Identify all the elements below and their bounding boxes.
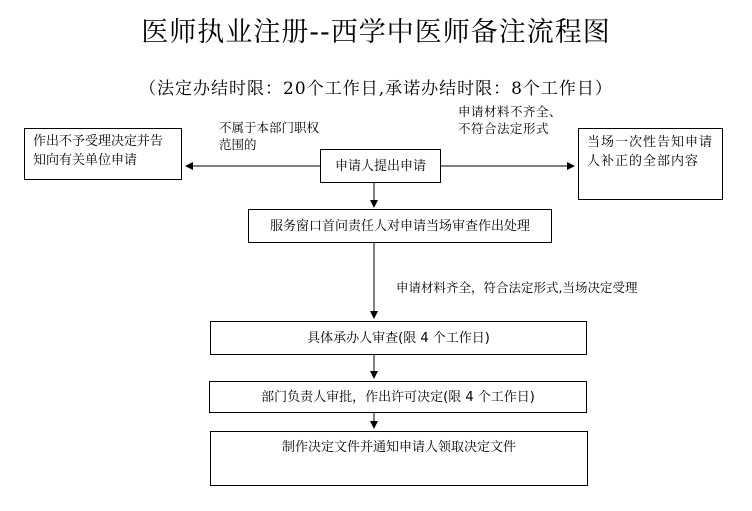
- not-in-scope-label: 不属于本部门职权范围的: [219, 120, 320, 152]
- manager-approval-box: [209, 381, 587, 413]
- page-subtitle: （法定办结时限：20个工作日,承诺办结时限：8个工作日）: [139, 79, 613, 99]
- manager-approval-text: 部门负责人审批，作出许可决定(限 4 个工作日): [261, 390, 535, 405]
- page-title: 医师执业注册--西学中医师备注流程图: [141, 17, 611, 48]
- window-review-text: 服务窗口首问责任人对申请当场审查作出处理: [269, 219, 530, 234]
- issue-document-box: [210, 431, 588, 486]
- application-box: [320, 149, 441, 183]
- notify-correction-box: [578, 128, 723, 200]
- reject-decision-box: [24, 128, 182, 180]
- incomplete-materials-label: 申请材料不齐全、不符合法定形式: [458, 104, 563, 136]
- notify-correction-text: 当场一次性告知申请人补正的全部内容: [587, 135, 714, 169]
- reject-decision-text: 作出不予受理决定并告知向有关单位申请: [33, 134, 164, 168]
- handler-review-text: 具体承办人审查(限 4 个工作日): [307, 331, 490, 346]
- application-text: 申请人提出申请: [334, 159, 426, 174]
- issue-document-text: 制作决定文件并通知申请人领取决定文件: [281, 440, 516, 455]
- handler-review-box: [210, 321, 587, 355]
- accepted-label: 申请材料齐全，符合法定形式,当场决定受理: [396, 280, 638, 295]
- window-review-box: [248, 209, 552, 243]
